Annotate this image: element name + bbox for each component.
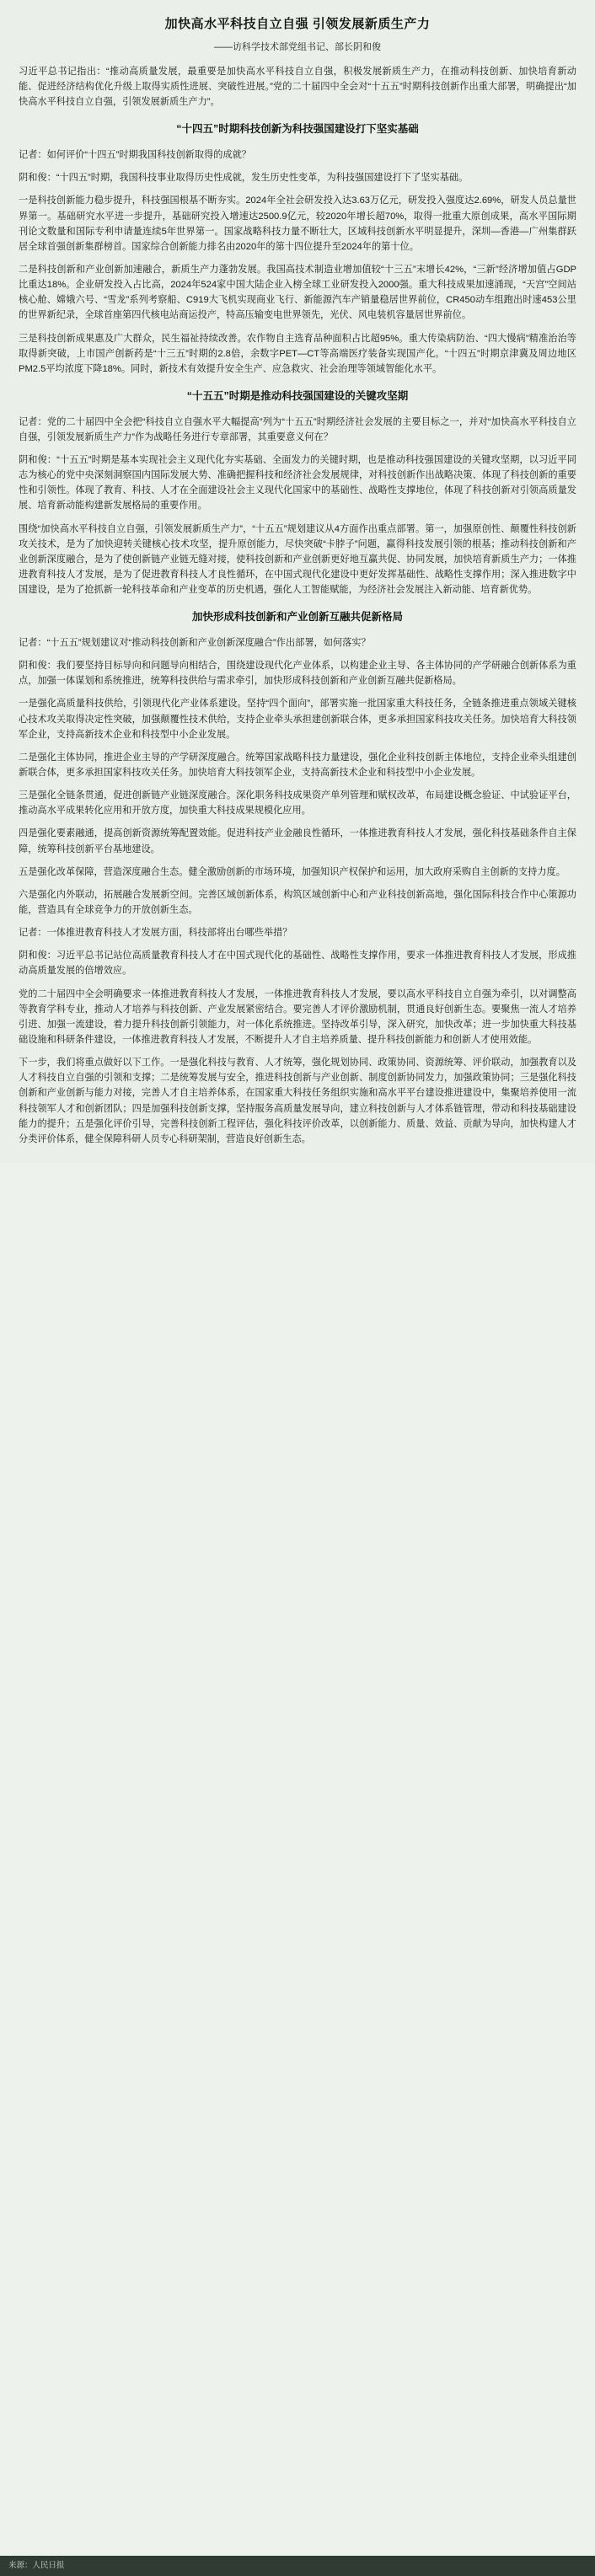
question: 记者：党的二十届四中全会把“科技自立自强水平大幅提高”列为“十五五”时期经济社会发展的主要目标之一，并对“加快高水平科技自立自强，引领发展新质生产力”作为战略任务进行专章部署，其重要意义何在？	[19, 416, 576, 442]
paragraph: 习近平总书记指出：“推动高质量发展，最重要是加快高水平科技自立自强，积极发展新质生产力，在推动科技创新、加快培育新动能、促进经济结构优化升级上取得实质性进展、突破性进展。”党的二十届四中全会对“十五五”时期科技创新作出重大部署，明确提出“加快高水平科技自立自强，引领发展新质生产力”。	[19, 67, 576, 108]
paragraph: 五是强化改革保障，营造深度融合生态。健全激励创新的市场环境，加强知识产权保护和运用，加大政府采购自主创新的支持力度。	[19, 866, 566, 877]
answer: 阴和俊：习近平总书记站位高质量教育科技人才在中国式现代化的基础性、战略性支撑作用，要求一体推进教育科技人才发展，形成推动高质量发展的倍增效应。	[19, 951, 576, 977]
question: 记者：如何评价“十四五”时期我国科技创新取得的成就？	[19, 150, 251, 161]
page-title: 加快高水平科技自立自强 引领发展新质生产力	[164, 17, 431, 31]
paragraph: 六是强化内外联动，拓展融合发展新空间。完善区域创新体系，构筑区域创新中心和产业科技创新高地，强化国际科技合作中心策源功能，营造具有全球竞争力的开放创新生态。	[19, 889, 576, 916]
paragraph: 下一步，我们将重点做好以下工作。一是强化科技与教育、人才统筹，强化规划协同、政策协同、资源统筹、评价联动，加强教育以及人才科技自立自强的引领和支撑；二是统筹发展与安全，推进科技创新与产业创新、制度创新协同发力，加强政策协同；三是强化科技创新和产业创新与能力对接，完善人才自主培养体系，在国家重大科技任务组织实施和高水平平台建设推进建设中，集聚培养使用一流科技领军人才和创新团队；四是加强科技创新支撑，坚持服务高质量发展导向，建立科技创新与人才体系链管理，带动和科技基础建设能力的提升；五是强化评价引导，完善科技创新工程评估，强化科技评价改革，以创新能力、质量、效益、贡献为导向，加快构建人才分类评价体系，健全保障科研人员专心科研架制，营造良好创新生态。	[19, 1058, 576, 1144]
paragraph: 党的二十届四中全会明确要求一体推进教育科技人才发展，一体推进教育科技人才发展，要以高水平科技自立自强为牵引，以对调整高等教育学科专业，推动人才培养与科技创新、产业发展紧密结合。要完善人才评价激励机制，贯通良好创新生态。要聚焦一流人才培养引进、加强一流建设，着力提升科技创新引领能力，对一体化系统推进。坚持改革引导，深入研究，加快改革；进一步加快重大科技基础设施和科研条件建设，一体推进教育科技人才发展，不断提升人才自主培养质量、提升科技创新能力和创新人才使用效能。	[19, 988, 576, 1045]
article-body	[0, 0, 595, 1163]
section-heading: “十五五”时期是推动科技强国建设的关键攻坚期	[186, 390, 409, 402]
article-subtitle: ——访科学技术部党组书记、部长阴和俊	[214, 41, 381, 52]
paragraph: 一是强化高质量科技供给，引领现代化产业体系建设。坚持“四个面向”，部署实施一批国家重大科技任务，全链条推进重点领域关键核心技术攻关取得决定性突破，加强颠覆性技术供给，支持企业牵头承担建创新联合体，更多承担国家科技攻关任务。加快培育大科技领军企业，支持高新技术企业和科技型中小企业发展。	[19, 699, 576, 740]
paragraph: 一是科技创新能力稳步提升，科技强国根基不断夯实。2024年全社会研发投入达3.63万亿元，研发投入强度达2.69%，研发人员总量世界第一。基础研究水平进一步提升，基础研究投入增速达2500.9亿元，较2020年增长超70%，取得一批重大原创成果，高水平国际期刊论文数量和国际专利申请量连续5年世界第一。国家战略科技力量不断壮大，区域科技创新水平明显提升，深圳—香港—广州集群跃居全球首强创新集群榜首。国家综合创新能力排名由2020年的第十四位提升至2024年的第十位。	[19, 195, 576, 252]
question: 记者：“十五五”规划建议对“推动科技创新和产业创新深度融合”作出部署，如何落实？	[19, 638, 371, 649]
paragraph: 四是强化要素融通，提高创新资源统筹配置效能。促进科技产业金融良性循环，一体推进教育科技人才发展，强化科技基础条件自主保障，统筹科技创新平台基地建设。	[19, 828, 576, 854]
paragraph: 三是科技创新成果惠及广大群众，民生福祉持续改善。农作物自主选育品种面积占比超95%。重大传染病防治、“四大慢病”精准治治等取得新突破，上市国产创新药是“十三五”时期的2.8倍，余数字PET—CT等高端医疗装备实现国产化。“十四五”时期京津冀及周边地区PM2.5平均浓度下降18%。同时，新技术有效提升安全生产、应急救灾、社会治理等领域智能化水平。	[19, 333, 576, 374]
section-heading: 加快形成科技创新和产业创新互融共促新格局	[191, 611, 403, 624]
section-heading: “十四五”时期科技创新为科技强国建设打下坚实基础	[176, 123, 419, 136]
source-footer: 来源：人民日报	[0, 2556, 595, 2576]
question: 记者：一体推进教育科技人才发展方面，科技部将出台哪些举措？	[19, 928, 292, 939]
paragraph: 三是强化全链条贯通，促进创新链产业链深度融合。深化职务科技成果资产单列管理和赋权改革，布局建设概念验证、中试验证平台，推动高水平成果转化应用和开放方度，加快重大科技成果规模化应用。	[19, 790, 576, 817]
answer: 阴和俊：“十四五”时期，我国科技事业取得历史性成就，发生历史性变革，为科技强国建设打下了坚实基础。	[19, 173, 469, 184]
paragraph: 围绕“加快高水平科技自立自强，引领发展新质生产力”，“十五五”规划建议从4方面作出重点部署。第一，加强原创性、颠覆性科技创新攻关技术，是为了加快迎转关键核心技术攻坚，提升原创能力，尽快突破“卡脖子”问题，赢得科技发展引领的根基；推动科技创新和产业创新深度融合，是为了使创新链产业链无缝对接，使科技创新和产业创新更好地互赢共促、协同发展，加快培育新质生产力；一体推进教育科技人才发展，是为了促进教育科技人才良性循环，在中国式现代化建设中更好发挥基础性、战略性支撑作用；深入推进数字中国建设，是为了抢抓新一轮科技革命和产业变革的历史机遇，强化人工智能赋能，为经济社会发展注入新动能、培育新优势。	[19, 523, 576, 596]
answer: 阴和俊：“十五五”时期是基本实现社会主义现代化夯实基础、全面发力的关键时期，也是推动科技强国建设的关键攻坚期，以习近平同志为核心的党中央深刻洞察国内国际发展大势、准确把握科技和经济社会发展规律，对科技创新作出战略决策、体现了科技创新的重要性和引领性。体现了教育、科技、人才在全面建设社会主义现代化国家中的基础性、战略性支撑地位，体现了科技创新对引领高质量发展、培育新动能构建新发展格局的重要作用。	[19, 455, 576, 511]
paragraph: 二是科技创新和产业创新加速融合，新质生产力蓬勃发展。我国高技术制造业增加值较“十三五”末增长42%，“三新”经济增加值占GDP比重达18%。企业研发投入占比高，2024年524家中国大陆企业入榜全球工业研发投入2000强。重大科技成果加速涌现，“天宫”空间站核心舱、嫦娥六号、“雪龙”系列考察船、C919大飞机实现商业飞行、新能源汽车产销量稳居世界前位，CR450动车组跑出时速453公里的世界新纪录，全球首座第四代核电站商运投产，特高压输变电世界领先，光伏、风电装机容量居世界前位。	[19, 265, 576, 321]
bottom-spacer	[19, 1154, 576, 1158]
answer: 阴和俊：我们要坚持目标导向和问题导向相结合，围绕建设现代化产业体系，以构建企业主导、各主体协同的产学研融合创新体系为重点，加强一体谋划和系统推进，统筹科技供给与需求牵引，加快形成科技创新和产业创新互融共促新格局。	[19, 661, 576, 687]
paragraph: 二是强化主体协同，推进企业主导的产学研深度融合。统筹国家战略科技力量建设，强化企业科技创新主体地位，支持企业牵头组建创新联合体，更多承担国家科技攻关任务。加快培育大科技领军企业，支持高新技术企业和科技型中小企业发展。	[19, 752, 576, 779]
